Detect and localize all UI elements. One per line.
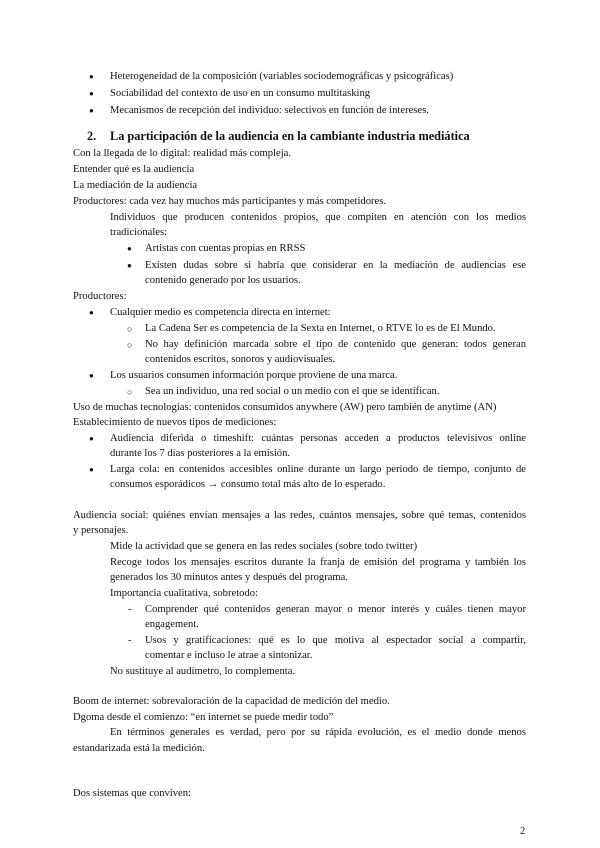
- page-number: 2: [520, 826, 526, 837]
- circle-bullet-icon: ○: [127, 387, 133, 397]
- list-item: Comprender qué contenidos generan mayor o menor interés y cuáles tienen mayor: [145, 604, 526, 615]
- bullet-icon: ●: [89, 308, 94, 317]
- paragraph: Productores:: [73, 291, 127, 302]
- bullet-icon: ●: [89, 465, 94, 474]
- paragraph: Productores: cada vez hay muchos más participantes y más competidores.: [73, 196, 387, 207]
- paragraph: No sustituye al audímetro, lo complementa.: [110, 666, 296, 677]
- paragraph: Entender qué es la audiencia: [73, 164, 195, 175]
- list-item: durante los 7 días posteriores a la emisión.: [110, 448, 291, 459]
- list-item: contenidos escritos, sonoros y audiovisuales.: [145, 354, 336, 365]
- paragraph: En términos generales es verdad, pero por su rápida evolución, es el medio donde menos: [110, 727, 526, 738]
- list-item: Los usuarios consumen información porque proviene de una marca.: [110, 370, 398, 381]
- bullet-icon: ●: [89, 72, 94, 81]
- paragraph: Establecimiento de nuevos tipos de mediciones:: [73, 417, 277, 428]
- circle-bullet-icon: ○: [127, 324, 133, 334]
- paragraph: Mide la actividad que se genera en las redes sociales (sobre todo twitter): [110, 541, 418, 552]
- dash-marker: -: [128, 604, 132, 615]
- paragraph: Individuos que producen contenidos propios, que compiten en atención con los medios: [110, 212, 526, 223]
- bullet-icon: ●: [89, 106, 94, 115]
- paragraph: y personajes.: [73, 525, 129, 536]
- bullet-icon: ●: [127, 244, 132, 253]
- list-item: Existen dudas sobre si habría que considerar en la mediación de audiencias ese: [145, 260, 526, 271]
- list-item: Larga cola: en contenidos accesibles online durante un largo periodo de tiempo, conjunto de: [110, 464, 526, 475]
- bullet-icon: ●: [89, 434, 94, 443]
- section-title: La participación de la audiencia en la cambiante industria mediática: [110, 129, 470, 143]
- list-item: engagement.: [145, 619, 199, 630]
- paragraph: Con la llegada de lo digital: realidad más compleja.: [73, 148, 291, 159]
- bullet-icon: ●: [89, 89, 94, 98]
- list-item: contenido generado por los usuarios.: [145, 275, 301, 286]
- paragraph: Dgoma desde el comienzo: “en internet se puede medir todo”: [73, 712, 334, 723]
- list-item: Cualquier medio es competencia directa en internet:: [110, 307, 331, 318]
- list-item: consumos esporádicos → consumo total más alto de lo esperado.: [110, 479, 386, 490]
- list-item: Mecanismos de recepción del individuo: selectivos en función de intereses.: [110, 105, 429, 116]
- paragraph: Audiencia social: quiénes envían mensajes a las redes, cuántos mensajes, sobre qué temas, contenidos: [73, 510, 526, 521]
- paragraph: Importancia cualitativa, sobretodo:: [110, 588, 258, 599]
- dash-marker: -: [128, 635, 132, 646]
- list-item: Audiencia diferida o timeshift: cuántas personas acceden a productos televisivos online: [110, 433, 526, 444]
- paragraph: Boom de internet: sobrevaloración de la capacidad de medición del medio.: [73, 696, 390, 707]
- paragraph: Dos sistemas que conviven:: [73, 788, 191, 799]
- list-item: Sea un individuo, una red social o un medio con el que se identifican.: [145, 386, 440, 397]
- paragraph: estandarizada está la medición.: [73, 743, 205, 754]
- list-item: Usos y gratificaciones: qué es lo que motiva al espectador social a compartir,: [145, 635, 526, 646]
- list-item: Heterogeneidad de la composición (variables sociodemográficas y psicográficas): [110, 71, 454, 82]
- list-item: Artistas con cuentas propias en RRSS: [145, 243, 306, 254]
- paragraph: generados los 30 minutos antes y después del programa.: [110, 572, 349, 583]
- paragraph: Recoge todos los mensajes escritos durante la franja de emisión del programa y también los: [110, 557, 526, 568]
- list-item: La Cadena Ser es competencia de la Sexta en Internet, o RTVE lo es de El Mundo.: [145, 323, 496, 334]
- circle-bullet-icon: ○: [127, 340, 133, 350]
- bullet-icon: ●: [127, 261, 132, 270]
- list-item: Sociabilidad del contexto de uso en un consumo multitasking: [110, 88, 371, 99]
- paragraph: La mediación de la audiencia: [73, 180, 198, 191]
- bullet-icon: ●: [89, 371, 94, 380]
- section-number: 2.: [87, 129, 97, 143]
- paragraph: Uso de muchas tecnologías: contenidos consumidos anywhere (AW) pero también de anytime (AN): [73, 402, 497, 413]
- paragraph: tradicionales:: [110, 227, 168, 238]
- list-item: No hay definición marcada sobre el tipo de contenido que generan: todos generan: [145, 339, 526, 350]
- list-item: comentar e incluso le atrae a sintonizar.: [145, 650, 313, 661]
